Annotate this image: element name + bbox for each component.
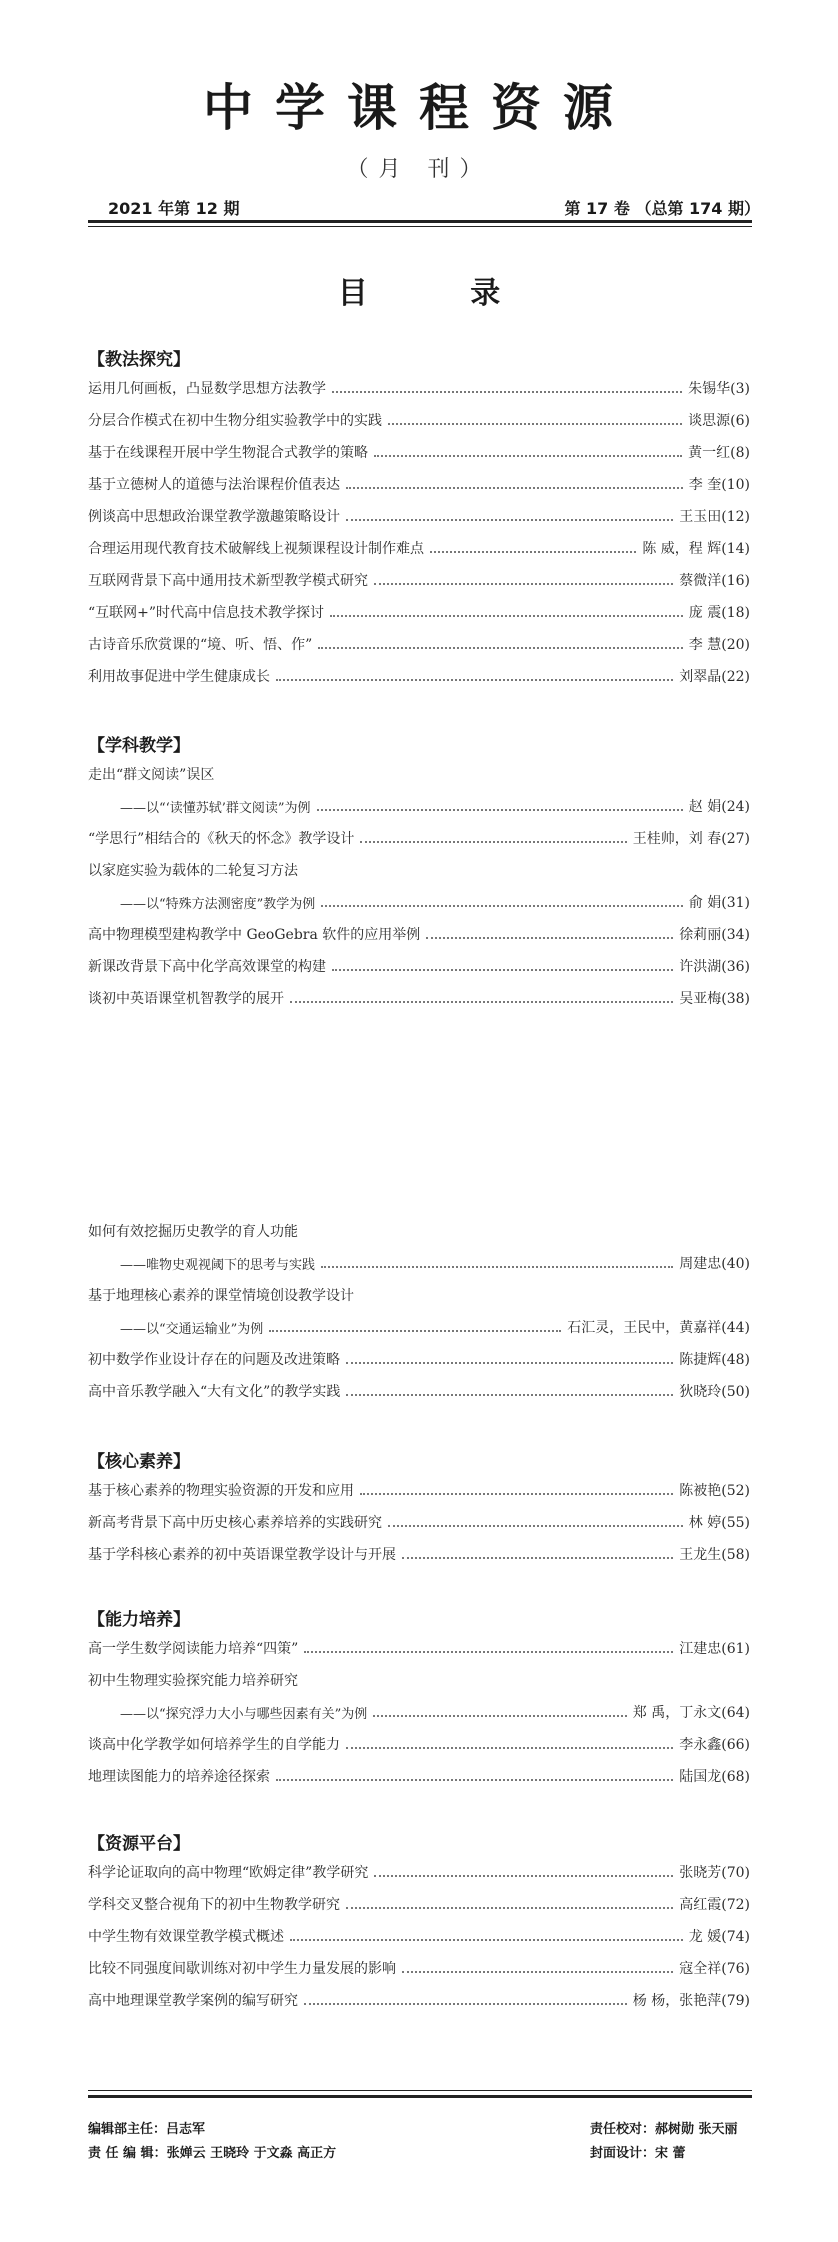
entry-author-page: 陆国龙(68) (679, 1769, 750, 1785)
entry-author-page: 林 婷(55) (688, 1515, 750, 1531)
entry-author-page: 许洪湖(36) (679, 959, 750, 975)
entry-title: 学科交叉整合视角下的初中生物教学研究 (88, 1897, 340, 1913)
entry-author-page: 王玉田(12) (679, 509, 750, 525)
toc-entry-subtitle[interactable] (120, 891, 750, 913)
toc-entry-subtitle[interactable] (120, 1316, 750, 1338)
toc-entry[interactable] (88, 1511, 750, 1533)
leader-dots (332, 391, 682, 393)
section-heading: 【核心素养】 (88, 1452, 190, 1472)
entry-subtitle: ——以“探究浮力大小与哪些因素有关”为例 (120, 1706, 368, 1722)
toc-entry[interactable] (88, 1543, 750, 1565)
leader-dots (346, 1362, 673, 1364)
entry-author-page: 赵 娟(24) (688, 799, 750, 815)
entry-title: 基于立德树人的道德与法治课程价值表达 (88, 477, 340, 493)
entry-title: 例谈高中思想政治课堂教学激趣策略设计 (88, 509, 340, 525)
toc-entry[interactable] (88, 1765, 750, 1787)
entry-title: 基于核心素养的物理实验资源的开发和应用 (88, 1483, 354, 1499)
toc-entry[interactable] (88, 763, 750, 785)
section-heading: 【学科教学】 (88, 736, 190, 756)
toc-entry[interactable] (88, 859, 750, 881)
toc-entry[interactable] (88, 537, 750, 559)
proofreaders: 责任校对：郝树勋 张天丽 (590, 2122, 738, 2137)
entry-author-page: 谈思源(6) (688, 413, 750, 429)
leader-dots (374, 583, 673, 585)
entry-title: 利用故事促进中学生健康成长 (88, 669, 270, 685)
toc-entry[interactable] (88, 633, 750, 655)
entry-title: “互联网+”时代高中信息技术教学探讨 (88, 605, 325, 621)
toc-entry[interactable] (88, 1220, 750, 1242)
entry-title: 比较不同强度间歇训练对初中学生力量发展的影响 (88, 1961, 396, 1977)
entry-title: 以家庭实验为载体的二轮复习方法 (88, 863, 298, 879)
entry-title: 基于地理核心素养的课堂情境创设教学设计 (88, 1288, 354, 1304)
toc-entry[interactable] (88, 1989, 750, 2011)
journal-masthead: 中学课程资源 (203, 78, 635, 137)
section-heading: 【能力培养】 (88, 1610, 190, 1630)
leader-dots (360, 841, 626, 843)
leader-dots (290, 1001, 673, 1003)
leader-dots (304, 1651, 673, 1653)
entry-author-page: 狄晓玲(50) (679, 1384, 750, 1400)
entry-author-page: 徐莉丽(34) (679, 927, 750, 943)
toc-entry-subtitle[interactable] (120, 795, 750, 817)
issue-number: 2021 年第 12 期 (108, 199, 240, 218)
leader-dots (318, 647, 682, 649)
entry-subtitle: ——唯物史观视阈下的思考与实践 (120, 1257, 316, 1273)
journal-frequency: （月 刊） (346, 157, 492, 182)
entry-author-page: 张晓芳(70) (679, 1865, 750, 1881)
section-heading: 【资源平台】 (88, 1834, 190, 1854)
entry-author-page: 王龙生(58) (679, 1547, 750, 1563)
cover-designer: 封面设计：宋 蕾 (590, 2146, 686, 2161)
toc-entry[interactable] (88, 601, 750, 623)
leader-dots (269, 1330, 561, 1332)
entry-author-page: 石汇灵，王民中，黄嘉祥(44) (567, 1320, 750, 1336)
leader-dots (321, 1266, 673, 1268)
leader-dots (402, 1557, 673, 1559)
entry-author-page: 王桂帅，刘 春(27) (632, 831, 750, 847)
leader-dots (388, 1525, 683, 1527)
toc-entry[interactable] (88, 955, 750, 977)
toc-entry[interactable] (88, 1957, 750, 1979)
toc-entry[interactable] (88, 569, 750, 591)
entry-author-page: 陈捷辉(48) (679, 1352, 750, 1368)
leader-dots (290, 1939, 683, 1941)
entry-title: 高一学生数学阅读能力培养“四策” (88, 1641, 299, 1657)
entry-author-page: 高红霞(72) (679, 1897, 750, 1913)
section-heading: 【教法探究】 (88, 350, 190, 370)
header-rule-thin (88, 226, 752, 227)
leader-dots (330, 615, 683, 617)
entry-title: 古诗音乐欣赏课的“境、听、悟、作” (88, 637, 313, 653)
entry-author-page: 龙 媛(74) (688, 1929, 750, 1945)
toc-entry[interactable] (88, 827, 750, 849)
entry-title: 分层合作模式在初中生物分组实验教学中的实践 (88, 413, 382, 429)
leader-dots (346, 487, 683, 489)
entry-author-page: 黄一红(8) (688, 445, 750, 461)
entry-author-page: 李永鑫(66) (679, 1737, 750, 1753)
toc-entry[interactable] (88, 665, 750, 687)
entry-title: 合理运用现代教育技术破解线上视频课程设计制作难点 (88, 541, 424, 557)
responsible-editors: 责 任 编 辑：张婵云 王晓玲 于文淼 高正方 (88, 2146, 337, 2161)
toc-entry[interactable] (88, 1861, 750, 1883)
toc-entry[interactable] (88, 505, 750, 527)
entry-author-page: 刘翠晶(22) (679, 669, 750, 685)
entry-author-page: 李 慧(20) (688, 637, 750, 653)
entry-title: 如何有效挖掘历史教学的育人功能 (88, 1224, 298, 1240)
entry-author-page: 俞 娟(31) (688, 895, 750, 911)
entry-title: 新高考背景下高中历史核心素养培养的实践研究 (88, 1515, 382, 1531)
leader-dots (402, 1971, 673, 1973)
toc-entry[interactable] (88, 409, 750, 431)
leader-dots (374, 1875, 673, 1877)
toc-entry[interactable] (88, 1925, 750, 1947)
leader-dots (426, 937, 673, 939)
toc-entry[interactable] (88, 473, 750, 495)
entry-title: 互联网背景下高中通用技术新型教学模式研究 (88, 573, 368, 589)
entry-author-page: 寇全祥(76) (679, 1961, 750, 1977)
entry-title: 初中数学作业设计存在的问题及改进策略 (88, 1352, 340, 1368)
entry-title: “学思行”相结合的《秋天的怀念》教学设计 (88, 831, 355, 847)
footer-rule-thin (88, 2090, 752, 2091)
entry-author-page: 蔡微洋(16) (679, 573, 750, 589)
toc-entry[interactable] (88, 441, 750, 463)
leader-dots (346, 519, 673, 521)
leader-dots (332, 969, 673, 971)
toc-entry[interactable] (88, 1348, 750, 1370)
leader-dots (360, 1493, 673, 1495)
entry-author-page: 周建忠(40) (679, 1256, 750, 1272)
entry-author-page: 庞 震(18) (688, 605, 750, 621)
toc-entry[interactable] (88, 377, 750, 399)
toc-entry-subtitle[interactable] (120, 1701, 750, 1723)
leader-dots (304, 2003, 627, 2005)
header-rule-thick (88, 220, 752, 223)
leader-dots (373, 1715, 627, 1717)
entry-subtitle: ——以“‘读懂苏轼’群文阅读”为例 (120, 800, 311, 816)
toc-entry-subtitle[interactable] (120, 1252, 750, 1274)
leader-dots (346, 1394, 673, 1396)
toc-entry[interactable] (88, 1380, 750, 1402)
entry-title: 初中生物理实验探究能力培养研究 (88, 1673, 298, 1689)
toc-entry[interactable] (88, 1669, 750, 1691)
footer-rule-thick (88, 2095, 752, 2098)
toc-entry[interactable] (88, 1637, 750, 1659)
leader-dots (276, 1779, 673, 1781)
volume-number: 第 17 卷 （总第 174 期） (564, 199, 760, 218)
entry-title: 高中地理课堂教学案例的编写研究 (88, 1993, 298, 2009)
entry-title: 基于学科核心素养的初中英语课堂教学设计与开展 (88, 1547, 396, 1563)
leader-dots (276, 679, 673, 681)
leader-dots (374, 455, 682, 457)
entry-author-page: 江建忠(61) (679, 1641, 750, 1657)
entry-subtitle: ——以“特殊方法测密度”教学为例 (120, 896, 316, 912)
leader-dots (430, 551, 636, 553)
toc-entry[interactable] (88, 1284, 750, 1306)
leader-dots (346, 1907, 673, 1909)
entry-author-page: 陈被艳(52) (679, 1483, 750, 1499)
entry-title: 高中音乐教学融入“大有文化”的教学实践 (88, 1384, 341, 1400)
editor-in-chief: 编辑部主任：吕志军 (88, 2122, 206, 2137)
entry-title: 走出“群文阅读”误区 (88, 767, 215, 783)
toc-entry[interactable] (88, 1733, 750, 1755)
leader-dots (317, 809, 683, 811)
entry-title: 新课改背景下高中化学高效课堂的构建 (88, 959, 326, 975)
leader-dots (346, 1747, 673, 1749)
toc-entry[interactable] (88, 1479, 750, 1501)
entry-author-page: 陈 威，程 辉(14) (642, 541, 750, 557)
leader-dots (321, 905, 683, 907)
entry-author-page: 杨 杨，张艳萍(79) (632, 1993, 750, 2009)
toc-entry[interactable] (88, 987, 750, 1009)
toc-entry[interactable] (88, 1893, 750, 1915)
entry-author-page: 吴亚梅(38) (679, 991, 750, 1007)
leader-dots (388, 423, 682, 425)
entry-subtitle: ——以“交通运输业”为例 (120, 1321, 264, 1337)
entry-title: 中学生物有效课堂教学模式概述 (88, 1929, 284, 1945)
entry-title: 谈初中英语课堂机智教学的展开 (88, 991, 284, 1007)
entry-title: 高中物理模型建构教学中 GeoGebra 软件的应用举例 (88, 927, 421, 943)
entry-title: 科学论证取向的高中物理“欧姆定律”教学研究 (88, 1865, 369, 1881)
entry-author-page: 朱锡华(3) (688, 381, 750, 397)
entry-title: 地理读图能力的培养途径探索 (88, 1769, 270, 1785)
toc-title: 目 录 (337, 276, 547, 311)
entry-title: 基于在线课程开展中学生物混合式教学的策略 (88, 445, 368, 461)
entry-author-page: 李 奎(10) (688, 477, 750, 493)
toc-entry[interactable] (88, 923, 750, 945)
entry-author-page: 郑 禹，丁永文(64) (632, 1705, 750, 1721)
entry-title: 谈高中化学教学如何培养学生的自学能力 (88, 1737, 340, 1753)
entry-title: 运用几何画板，凸显数学思想方法教学 (88, 381, 326, 397)
